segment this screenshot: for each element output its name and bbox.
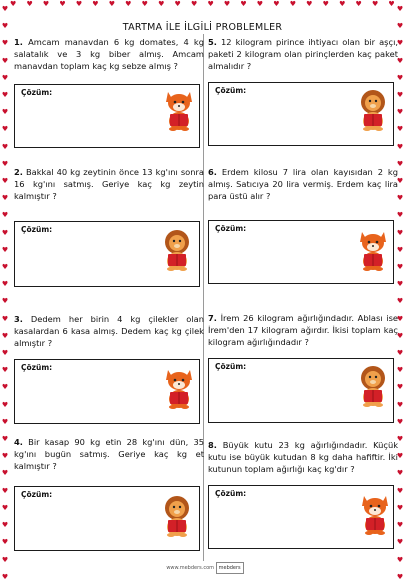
solution-label: Çözüm: — [21, 225, 53, 234]
heart-icon: ♥ — [396, 538, 404, 547]
heart-icon: ♥ — [1, 538, 9, 547]
heart-icon: ♥ — [125, 0, 132, 8]
problem-number: 6. — [208, 167, 217, 177]
heart-icon: ♥ — [1, 73, 9, 82]
problem-text: Erdem kilosu 7 lira olan kayısıdan 2 kg almış. Satıcıya 20 lira vermiş. Erdem kaç lira para üstü alır ? — [208, 167, 398, 201]
footer-badge: mebders — [216, 562, 244, 574]
problem-1 — [14, 37, 204, 72]
problem-number: 7. — [208, 313, 217, 323]
heart-icon: ♥ — [396, 194, 404, 203]
lion-reading-icon — [356, 364, 390, 408]
problem-7 — [208, 313, 398, 348]
heart-icon: ♥ — [396, 331, 404, 340]
heart-icon: ♥ — [1, 245, 9, 254]
heart-icon: ♥ — [396, 452, 404, 461]
heart-icon: ♥ — [396, 314, 404, 323]
problem-number: 1. — [14, 37, 23, 47]
problem-2 — [14, 167, 204, 202]
problem-text: 12 kilogram pirince ihtiyacı olan bir aşçı, paketi 2 kilogram olan pirinçlerden kaç paket almalıdır ? — [208, 37, 399, 71]
heart-icon: ♥ — [339, 0, 346, 8]
problem-text: Bir kasap 90 kg etin 28 kg'ını dün, 35 kg'ını bugün satmış. Geriye kaç kg et kalmıştır ? — [14, 437, 204, 471]
heart-icon: ♥ — [1, 435, 9, 444]
heart-icon: ♥ — [1, 349, 9, 358]
problem-5 — [208, 37, 398, 72]
fox-reading-icon — [162, 366, 196, 410]
problem-text: Bakkal 40 kg zeytinin önce 13 kg'ını sonra 16 kg'ını satmış. Geriye kaç kg zeytin kalmıştır ? — [14, 167, 204, 201]
heart-icon: ♥ — [1, 159, 9, 168]
heart-icon: ♥ — [396, 56, 404, 65]
heart-icon: ♥ — [1, 417, 9, 426]
heart-icon: ♥ — [26, 0, 33, 8]
heart-icon: ♥ — [190, 0, 198, 8]
heart-icon: ♥ — [1, 366, 9, 375]
heart-icon: ♥ — [10, 0, 17, 8]
heart-icon: ♥ — [396, 435, 404, 444]
solution-label: Çözüm: — [215, 489, 247, 498]
heart-icon: ♥ — [1, 56, 9, 65]
heart-icon: ♥ — [396, 211, 404, 220]
fox-reading-icon — [356, 228, 390, 272]
problem-text: İrem 26 kilogram ağırlığındadır. Ablası ise İrem'den 17 kilogram ağırdır. İkisi toplam kaç kilogram ağırlığındadır ? — [208, 313, 398, 347]
heart-icon: ♥ — [1, 211, 9, 220]
footer — [150, 562, 260, 572]
problem-3 — [14, 314, 204, 349]
heart-icon: ♥ — [1, 452, 9, 461]
heart-icon: ♥ — [289, 0, 296, 8]
heart-icon: ♥ — [207, 0, 214, 8]
heart-icon: ♥ — [396, 297, 404, 306]
heart-icon: ♥ — [158, 0, 165, 8]
problem-number: 3. — [14, 314, 23, 324]
problem-number: 5. — [208, 37, 217, 47]
heart-icon: ♥ — [396, 469, 404, 478]
problem-number: 8. — [208, 440, 217, 450]
heart-icon: ♥ — [1, 177, 9, 186]
heart-icon: ♥ — [1, 383, 9, 392]
heart-icon: ♥ — [396, 22, 404, 31]
heart-icon: ♥ — [1, 125, 9, 134]
heart-border-right — [395, 6, 405, 581]
heart-icon: ♥ — [223, 0, 231, 8]
solution-label: Çözüm: — [21, 363, 53, 372]
column-divider — [203, 34, 204, 561]
heart-icon: ♥ — [396, 263, 404, 272]
heart-icon: ♥ — [1, 108, 9, 117]
heart-icon: ♥ — [396, 39, 404, 48]
heart-icon: ♥ — [1, 280, 9, 289]
heart-icon: ♥ — [371, 0, 379, 8]
heart-icon: ♥ — [396, 91, 404, 100]
problem-4 — [14, 437, 204, 472]
heart-icon: ♥ — [92, 0, 99, 8]
heart-icon: ♥ — [1, 263, 9, 272]
problem-number: 2. — [14, 167, 23, 177]
heart-icon: ♥ — [396, 159, 404, 168]
heart-icon: ♥ — [1, 521, 9, 530]
heart-icon: ♥ — [396, 108, 404, 117]
heart-icon: ♥ — [1, 39, 9, 48]
heart-border-top — [10, 0, 395, 8]
heart-icon: ♥ — [1, 22, 9, 31]
solution-label: Çözüm: — [215, 86, 247, 95]
heart-icon: ♥ — [396, 417, 404, 426]
heart-icon: ♥ — [396, 521, 404, 530]
solution-label: Çözüm: — [215, 224, 247, 233]
heart-icon: ♥ — [1, 400, 9, 409]
heart-icon: ♥ — [396, 125, 404, 134]
heart-icon: ♥ — [1, 228, 9, 237]
heart-icon: ♥ — [396, 228, 404, 237]
lion-reading-icon — [356, 88, 390, 132]
problem-text: Büyük kutu 23 kg ağırlığındadır. Küçük kutu ise büyük kutudan 8 kg daha hafiftir. İki kutunun toplam ağırlığı kaç kg'dır ? — [208, 440, 399, 474]
heart-icon: ♥ — [75, 0, 83, 8]
heart-icon: ♥ — [256, 0, 264, 8]
heart-icon: ♥ — [59, 0, 66, 8]
heart-icon: ♥ — [322, 0, 329, 8]
heart-icon: ♥ — [396, 177, 404, 186]
heart-icon: ♥ — [1, 503, 9, 512]
heart-icon: ♥ — [396, 280, 404, 289]
heart-icon: ♥ — [1, 314, 9, 323]
heart-icon: ♥ — [396, 486, 404, 495]
problem-6 — [208, 167, 398, 202]
footer-site-link[interactable]: www.mebders.com — [166, 565, 215, 571]
heart-icon: ♥ — [1, 555, 9, 564]
heart-icon: ♥ — [1, 5, 9, 13]
heart-icon: ♥ — [396, 383, 404, 392]
problem-8 — [208, 440, 398, 475]
heart-icon: ♥ — [1, 572, 9, 581]
heart-icon: ♥ — [1, 297, 9, 306]
page-title: TARTMA İLE İLGİLİ PROBLEMLER — [122, 22, 283, 33]
heart-icon: ♥ — [1, 331, 9, 340]
lion-reading-icon — [160, 228, 194, 272]
fox-reading-icon — [358, 492, 392, 536]
heart-icon: ♥ — [396, 503, 404, 512]
heart-icon: ♥ — [355, 0, 362, 8]
heart-icon: ♥ — [1, 486, 9, 495]
heart-icon: ♥ — [1, 142, 9, 151]
heart-icon: ♥ — [396, 5, 404, 13]
heart-icon: ♥ — [396, 366, 404, 375]
solution-label: Çözüm: — [215, 362, 247, 371]
heart-border-left — [0, 6, 10, 581]
heart-icon: ♥ — [306, 0, 313, 8]
heart-icon: ♥ — [174, 0, 181, 8]
problem-text: Dedem her birin 4 kg çilekler olan kasalardan 6 kasa almış. Dedem kaç kg çilek almıştır ? — [14, 314, 204, 348]
solution-label: Çözüm: — [21, 490, 53, 499]
fox-reading-icon — [162, 88, 196, 132]
heart-icon: ♥ — [42, 0, 50, 8]
solution-label: Çözüm: — [21, 88, 53, 97]
heart-icon: ♥ — [1, 194, 9, 203]
heart-icon: ♥ — [141, 0, 148, 8]
heart-icon: ♥ — [108, 0, 115, 8]
heart-icon: ♥ — [396, 73, 404, 82]
heart-icon: ♥ — [1, 469, 9, 478]
heart-icon: ♥ — [396, 572, 404, 581]
heart-icon: ♥ — [388, 0, 395, 8]
heart-icon: ♥ — [396, 349, 404, 358]
heart-icon: ♥ — [273, 0, 280, 8]
heart-icon: ♥ — [1, 91, 9, 100]
heart-icon: ♥ — [396, 400, 404, 409]
lion-reading-icon — [160, 494, 194, 538]
heart-icon: ♥ — [240, 0, 247, 8]
heart-icon: ♥ — [396, 142, 404, 151]
heart-icon: ♥ — [396, 555, 404, 564]
problem-text: Amcam manavdan 6 kg domates, 4 kg salatalık ve 3 kg biber almış. Amcam manavdan toplam kaç kg sebze almış ? — [14, 37, 204, 71]
heart-icon: ♥ — [396, 245, 404, 254]
problem-number: 4. — [14, 437, 23, 447]
